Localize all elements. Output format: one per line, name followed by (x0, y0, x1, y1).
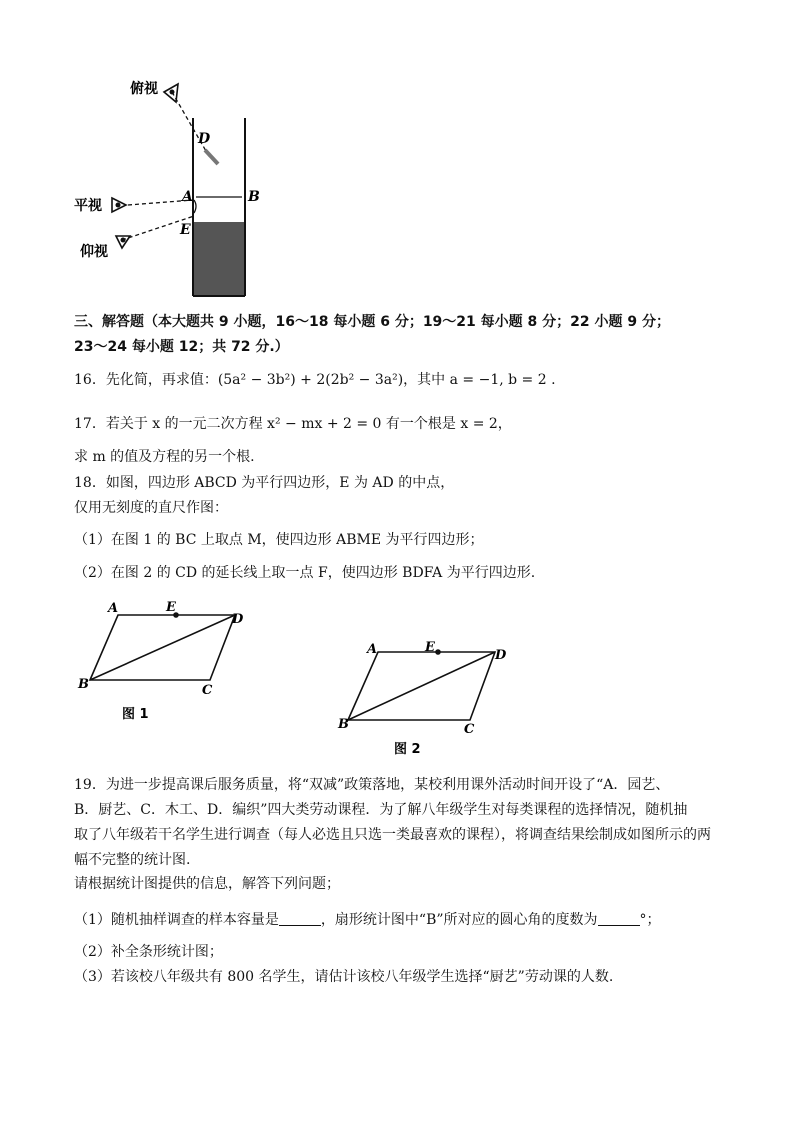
fig2-caption: 图 2 (394, 742, 421, 757)
point-label-B: B (248, 189, 260, 205)
fig1-label-E: E (166, 600, 176, 615)
fig2-label-C: C (464, 722, 475, 737)
view-label-top: 俯视 (130, 81, 158, 97)
cylinder-viewing-figure (60, 70, 280, 300)
fig1-label-C: C (202, 683, 213, 698)
question-18-line2: 仅用无刻度的直尺作图： (74, 500, 228, 516)
q19-part1-text-c: °； (639, 912, 661, 928)
question-19-line4: 幅不完整的统计图. (74, 852, 191, 868)
question-18-part2: （2）在图 2 的 CD 的延长线上取一点 F，使四边形 BDFA 为平行四边形. (74, 565, 536, 581)
point-label-A: A (182, 189, 193, 205)
answer-blank-sample-size[interactable] (279, 911, 321, 926)
fig2-label-A: A (367, 642, 378, 657)
question-17-line2: 求 m 的值及方程的另一个根. (74, 449, 255, 465)
fig1-caption: 图 1 (122, 707, 149, 722)
question-18-line1: 18．如图，四边形 ABCD 为平行四边形，E 为 AD 的中点， (74, 475, 455, 491)
view-label-bottom: 仰视 (80, 244, 108, 260)
question-19-line1: 19．为进一步提高课后服务质量，将“双减”政策落地，某校利用课外活动时间开设了“A．园艺、 (74, 777, 670, 793)
eye-icon-bottom (116, 236, 130, 248)
section-title-line2: 23～24 每小题 12；共 72 分.） (74, 339, 289, 355)
fig2-label-B: B (338, 717, 349, 732)
question-19-line3: 取了八年级若干名学生进行调查（每人必选且只选一类最喜欢的课程），将调查结果绘制成如图所示的两 (74, 827, 711, 843)
fig1-label-A: A (108, 601, 119, 616)
point-label-D: D (198, 131, 211, 147)
question-19-line5: 请根据统计图提供的信息，解答下列问题； (74, 876, 340, 892)
question-19-part2: （2）补全条形统计图； (74, 944, 223, 960)
section-title-line1: 三、解答题（本大题共 9 小题，16～18 每小题 6 分；19～21 每小题 8 分；22 小题 9 分； (74, 314, 670, 330)
answer-blank-angle[interactable] (598, 911, 640, 926)
q19-part1-text-a: （1）随机抽样调查的样本容量是 (74, 912, 279, 928)
eye-icon-level (112, 198, 126, 212)
fig2-label-E: E (425, 640, 435, 655)
question-18-part1: （1）在图 1 的 BC 上取点 M，使四边形 ABME 为平行四边形； (74, 532, 484, 548)
view-label-level: 平视 (74, 198, 102, 214)
q19-part1-text-b: ，扇形统计图中“B”所对应的圆心角的度数为 (320, 912, 598, 928)
point-label-E: E (180, 222, 191, 238)
question-19-part3: （3）若该校八年级共有 800 名学生，请估计该校八年级学生选择“厨艺”劳动课的人数. (74, 969, 614, 985)
question-19-line2: B．厨艺、C．木工、D．编织”四大类劳动课程．为了解八年级学生对每类课程的选择情况，随机抽 (74, 802, 688, 818)
fig2-label-D: D (495, 648, 507, 663)
question-17-line1: 17．若关于 x 的一元二次方程 x² − mx + 2 = 0 有一个根是 x = 2， (74, 416, 512, 432)
eye-icon-top (164, 84, 178, 102)
question-19-part1 (74, 910, 661, 930)
question-16: 16．先化简，再求值：(5a² − 3b²) + 2(2b² − 3a²)，其中 a = −1, b = 2 . (74, 372, 556, 388)
fig1-label-D: D (232, 612, 244, 627)
liquid-fill (194, 222, 244, 295)
fig1-label-B: B (78, 677, 89, 692)
parallelogram-figure-1 (70, 598, 270, 728)
parallelogram-figure-2 (330, 635, 530, 765)
